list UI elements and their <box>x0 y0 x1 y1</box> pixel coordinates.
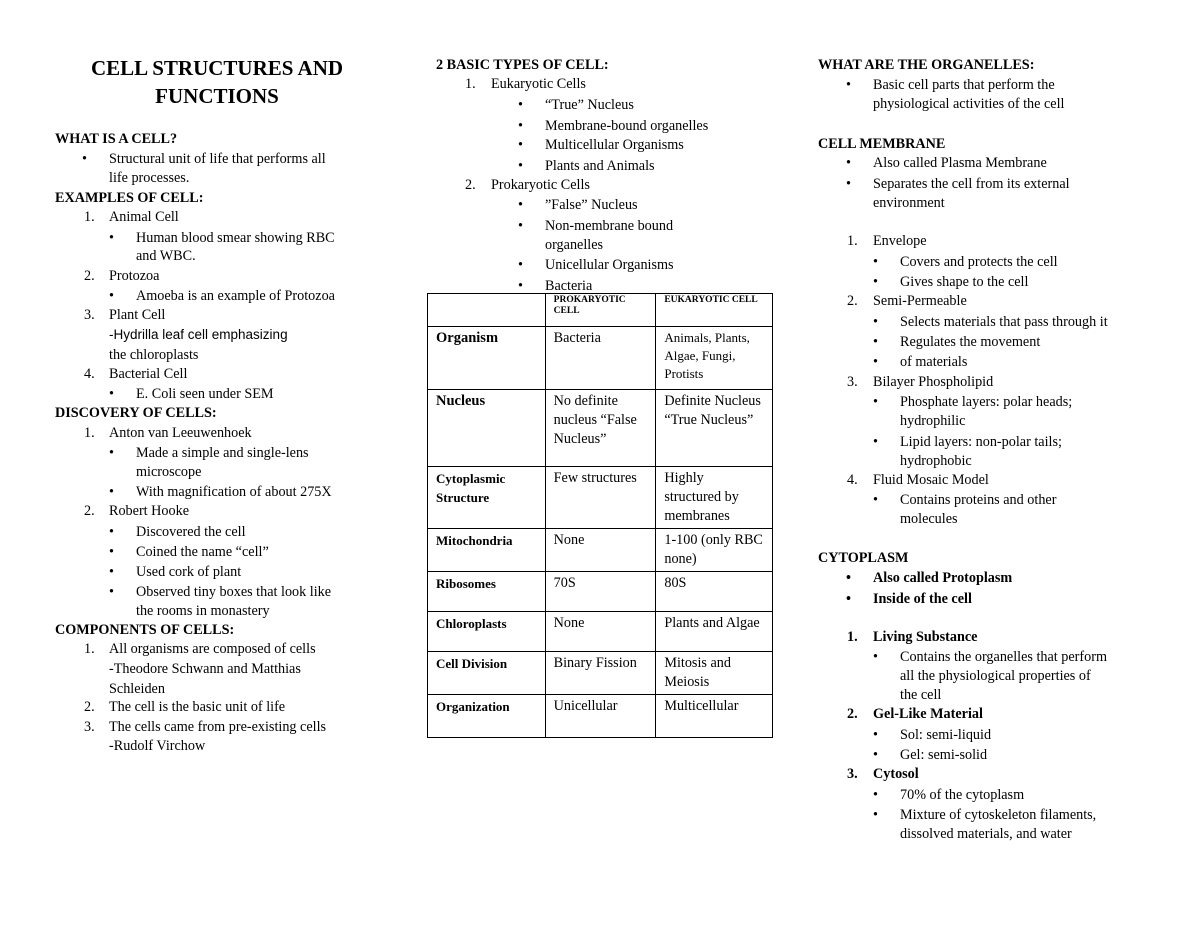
table-header-cell: PROKARYOTIC CELL <box>545 294 656 327</box>
list-item-cont: -Theodore Schwann and Matthias <box>109 661 301 677</box>
list-item: • Selects materials that pass through it <box>900 312 1108 332</box>
list-item: Robert Hooke <box>109 503 189 519</box>
table-cell: Animals, Plants, Algae, Fungi, Protists <box>656 327 773 390</box>
list-item: Bilayer Phospholipid <box>873 374 994 390</box>
heading-cell-membrane: CELL MEMBRANE <box>818 136 946 152</box>
list-item: Prokaryotic Cells <box>491 177 590 193</box>
list-number: 2. <box>465 177 476 193</box>
list-item: • Non-membrane bound <box>545 216 673 236</box>
list-item-cont: hydrophobic <box>900 453 972 469</box>
list-item: Plant Cell <box>109 307 166 323</box>
list-number: 3. <box>84 307 95 323</box>
table-header-cell: EUKARYOTIC CELL <box>656 294 773 327</box>
table-header-row <box>428 294 773 327</box>
table-row <box>428 695 773 738</box>
list-item-cont: organelles <box>545 237 604 253</box>
row-header: Ribosomes <box>428 572 546 612</box>
list-item-cont: -Rudolf Virchow <box>109 738 206 754</box>
list-item: • Contains the organelles that perform <box>900 647 1107 667</box>
list-item: Protozoa <box>109 268 160 284</box>
list-item-cont: hydrophilic <box>900 413 966 429</box>
table-cell: 70S <box>545 572 656 612</box>
list-item-cont: physiological activities of the cell <box>873 96 1065 112</box>
row-header: Cell Division <box>428 652 546 695</box>
list-item: • Human blood smear showing RBC <box>136 228 335 248</box>
list-item: • Covers and protects the cell <box>900 252 1058 272</box>
row-header: Nucleus <box>428 390 546 467</box>
list-item: • of materials <box>900 352 967 372</box>
list-number: 1. <box>84 641 95 657</box>
list-number: 2. <box>84 503 95 519</box>
heading-components: COMPONENTS OF CELLS: <box>55 622 235 638</box>
table-cell: Multicellular <box>656 695 773 738</box>
list-item: All organisms are composed of cells <box>109 641 316 657</box>
list-item: Semi-Permeable <box>873 293 967 309</box>
list-item: • Mixture of cytoskeleton filaments, <box>900 805 1096 825</box>
list-item-cont: all the physiological properties of <box>900 668 1091 684</box>
table-row <box>428 652 773 695</box>
list-item: Cytosol <box>873 766 919 782</box>
row-header: Organism <box>428 327 546 390</box>
list-item: • Observed tiny boxes that look like <box>136 582 331 602</box>
row-header: Chloroplasts <box>428 612 546 652</box>
list-item: • Contains proteins and other <box>900 490 1056 510</box>
table-cell: Definite Nucleus “True Nucleus” <box>656 390 773 467</box>
list-item: • Coined the name “cell” <box>136 542 269 562</box>
table-row <box>428 390 773 467</box>
list-item: • Inside of the cell <box>873 589 972 609</box>
table-cell: Bacteria <box>545 327 656 390</box>
list-item: • Bacteria <box>545 276 592 296</box>
list-item-cont: the rooms in monastery <box>136 603 270 619</box>
list-item-cont: the chloroplasts <box>109 347 199 363</box>
table-row <box>428 467 773 529</box>
list-number: 3. <box>847 374 858 390</box>
list-item-cont: environment <box>873 195 945 211</box>
list-number: 4. <box>84 366 95 382</box>
table-cell: 1-100 (only RBC none) <box>656 529 773 572</box>
row-header: Cytoplasmic Structure <box>428 467 546 529</box>
list-item: Gel-Like Material <box>873 706 983 722</box>
list-item: • Made a simple and single-lens <box>136 443 309 463</box>
list-item: • Structural unit of life that performs all <box>109 149 326 169</box>
list-number: 2. <box>84 268 95 284</box>
table-cell: Highly structured by membranes <box>656 467 773 529</box>
list-item: • Unicellular Organisms <box>545 255 674 275</box>
table-cell: Unicellular <box>545 695 656 738</box>
list-number: 1. <box>84 425 95 441</box>
row-header: Organization <box>428 695 546 738</box>
list-number: 1. <box>847 233 858 249</box>
list-item-cont: dissolved materials, and water <box>900 826 1072 842</box>
list-item: • Amoeba is an example of Protozoa <box>136 286 335 306</box>
list-item: • Plants and Animals <box>545 156 655 176</box>
list-item: • Regulates the movement <box>900 332 1040 352</box>
comparison-table <box>427 293 773 738</box>
list-item: Fluid Mosaic Model <box>873 472 989 488</box>
list-number: 1. <box>847 629 858 645</box>
list-number: 3. <box>847 766 858 782</box>
table-row <box>428 572 773 612</box>
list-item: Living Substance <box>873 629 978 645</box>
list-item: • Also called Plasma Membrane <box>873 153 1047 173</box>
document-title-line1: CELL STRUCTURES AND <box>90 56 344 80</box>
list-number: 2. <box>847 293 858 309</box>
list-number: 3. <box>84 719 95 735</box>
list-item: • Multicellular Organisms <box>545 135 684 155</box>
list-item: Eukaryotic Cells <box>491 76 586 92</box>
list-item: • Phosphate layers: polar heads; <box>900 392 1072 412</box>
table-row <box>428 612 773 652</box>
list-item: • ”False” Nucleus <box>545 195 638 215</box>
list-item-cont: microscope <box>136 464 202 480</box>
list-item: • E. Coli seen under SEM <box>136 384 274 404</box>
list-number: 2. <box>847 706 858 722</box>
table-cell: Few structures <box>545 467 656 529</box>
list-number: 1. <box>84 209 95 225</box>
list-item: • 70% of the cytoplasm <box>900 785 1024 805</box>
list-item: • Discovered the cell <box>136 522 246 542</box>
list-item-cont: -Hydrilla leaf cell emphasizing <box>109 327 288 342</box>
list-item: Anton van Leeuwenhoek <box>109 425 252 441</box>
heading-what-is-cell: WHAT IS A CELL? <box>55 131 178 147</box>
list-item: • Separates the cell from its external <box>873 174 1070 194</box>
list-item: Bacterial Cell <box>109 366 188 382</box>
list-item: The cells came from pre-existing cells <box>109 719 327 735</box>
list-item: Animal Cell <box>109 209 179 225</box>
heading-examples: EXAMPLES OF CELL: <box>55 190 204 206</box>
heading-cytoplasm: CYTOPLASM <box>818 550 909 566</box>
heading-basic-types: 2 BASIC TYPES OF CELL: <box>436 57 609 73</box>
list-item: • Gives shape to the cell <box>900 272 1028 292</box>
list-item-cont: Schleiden <box>109 681 165 697</box>
table-cell: Plants and Algae <box>656 612 773 652</box>
list-item: The cell is the basic unit of life <box>109 699 286 715</box>
table-cell: None <box>545 612 656 652</box>
list-item: • Membrane-bound organelles <box>545 116 708 136</box>
list-item: • Lipid layers: non-polar tails; <box>900 432 1062 452</box>
list-item: • Used cork of plant <box>136 562 241 582</box>
list-number: 1. <box>465 76 476 92</box>
table-cell: None <box>545 529 656 572</box>
list-number: 2. <box>84 699 95 715</box>
list-item: • With magnification of about 275X <box>136 482 332 502</box>
list-item-cont: molecules <box>900 511 958 527</box>
document-title-line2: FUNCTIONS <box>155 84 279 108</box>
row-header: Mitochondria <box>428 529 546 572</box>
list-item: • “True” Nucleus <box>545 95 634 115</box>
list-item: • Sol: semi-liquid <box>900 725 991 745</box>
list-item-cont: life processes. <box>109 170 190 186</box>
list-item: Envelope <box>873 233 927 249</box>
list-item: • Also called Protoplasm <box>873 568 1012 588</box>
list-item-cont: and WBC. <box>136 248 196 264</box>
heading-organelles: WHAT ARE THE ORGANELLES: <box>818 57 1035 73</box>
list-item: • Gel: semi-solid <box>900 745 987 765</box>
list-number: 4. <box>847 472 858 488</box>
list-item: • Basic cell parts that perform the <box>873 75 1055 95</box>
list-item-cont: the cell <box>900 687 942 703</box>
table-header-cell <box>428 294 546 327</box>
table-cell: 80S <box>656 572 773 612</box>
heading-discovery: DISCOVERY OF CELLS: <box>55 405 217 421</box>
table-cell: Binary Fission <box>545 652 656 695</box>
table-row <box>428 327 773 390</box>
table-row <box>428 529 773 572</box>
table-cell: No definite nucleus “False Nucleus” <box>545 390 656 467</box>
table-cell: Mitosis and Meiosis <box>656 652 773 695</box>
